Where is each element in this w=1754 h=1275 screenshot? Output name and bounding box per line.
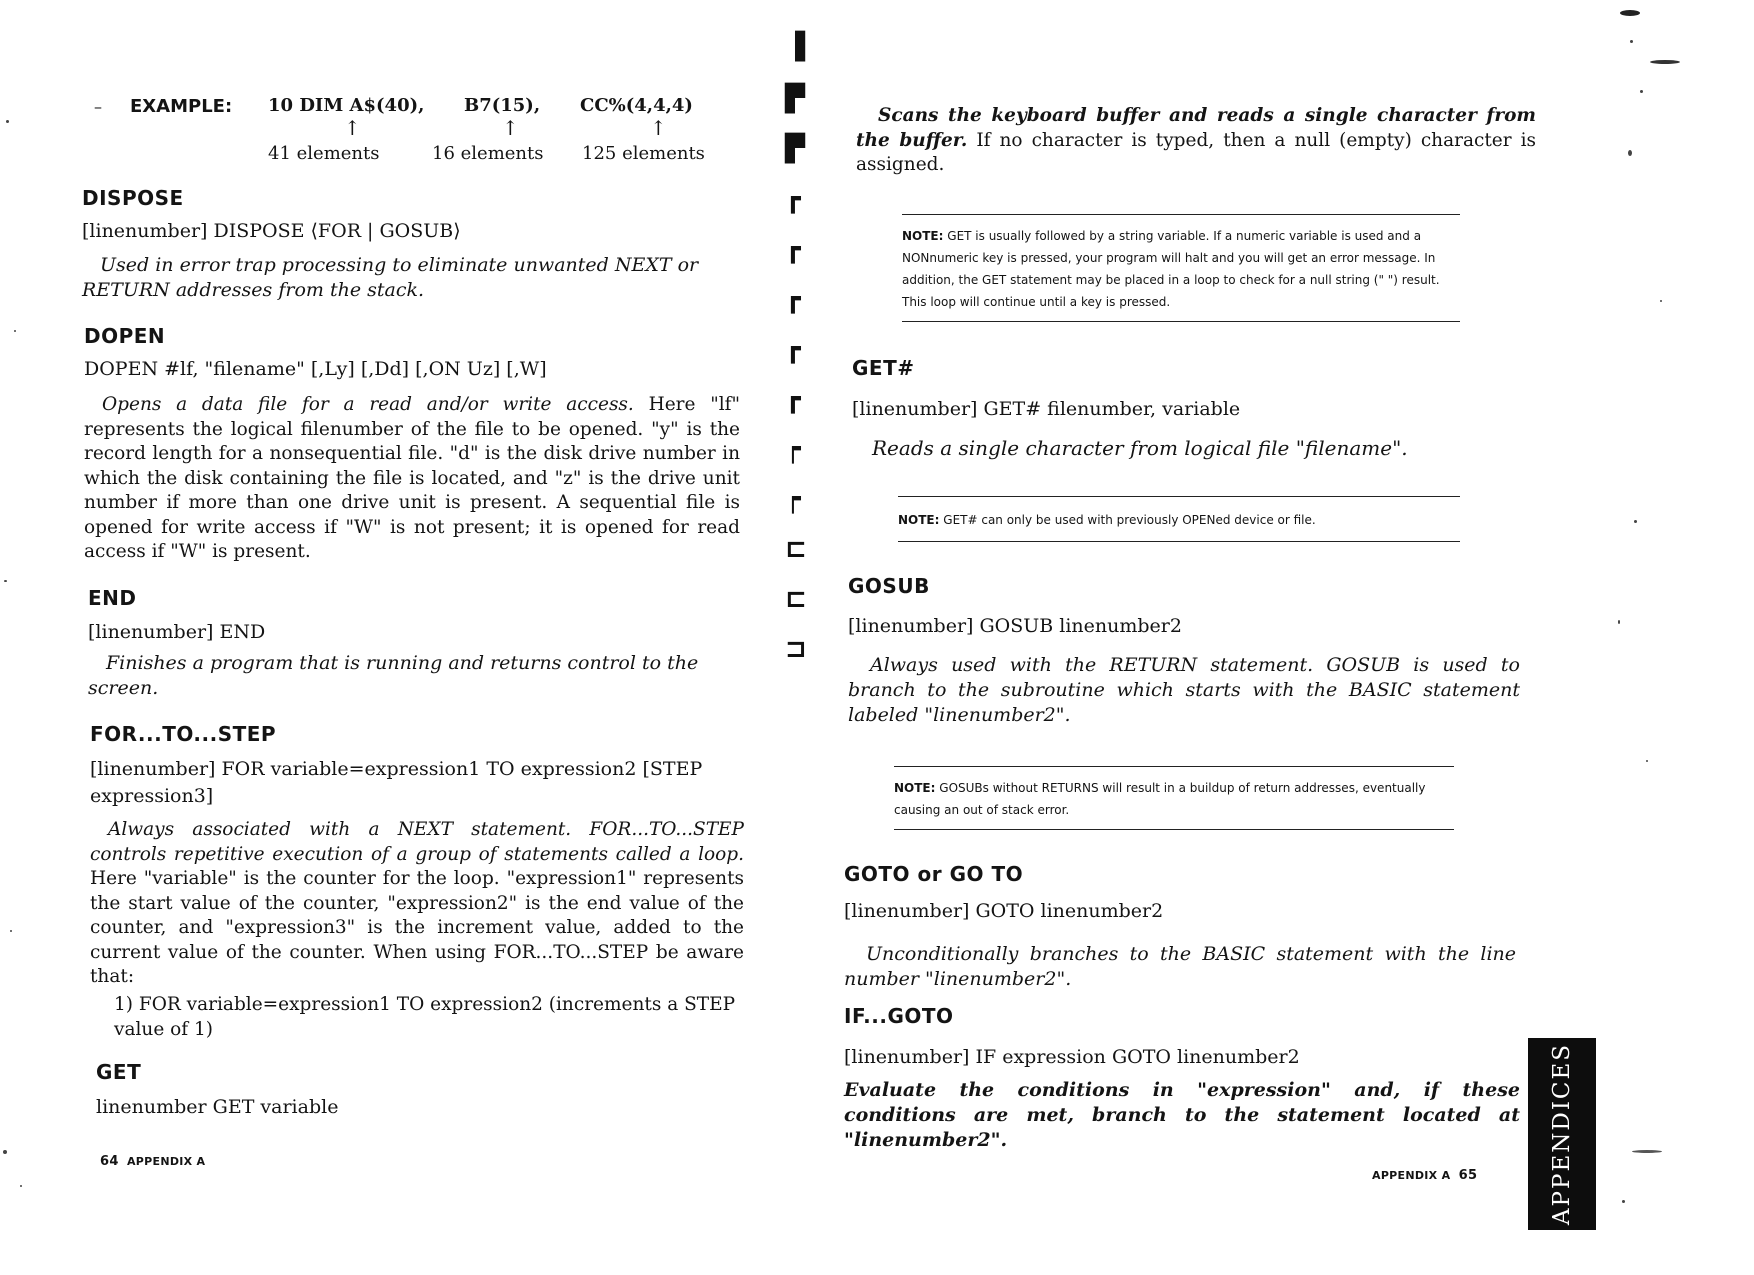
description-get-file: Reads a single character from logical file "filename". xyxy=(872,436,1408,460)
example-code: CC%(4,4,4) xyxy=(580,95,693,116)
page-number: 65 xyxy=(1458,1168,1478,1183)
binding-mark-icon: ┍ xyxy=(785,434,801,464)
binding-mark-icon: ┏ xyxy=(785,234,801,264)
example-count: 16 elements xyxy=(432,143,544,164)
page-folio-right xyxy=(1372,1168,1477,1183)
entry-title-get-file: GET# xyxy=(852,356,915,380)
example-count: 125 elements xyxy=(582,143,705,164)
description-dispose: Used in error trap processing to eliminate unwanted NEXT or RETURN addresses from the stack. xyxy=(82,254,699,301)
description-dopen xyxy=(84,393,740,565)
arrow-up-icon: ↑ xyxy=(650,116,667,140)
example-code: B7(15), xyxy=(464,95,541,116)
description-for-body: Here "variable" is the counter for the loop. "expression1" represents the start value of the counter, "expression2" is the end value of the counter, and "expression3" is the increment value, added to the current value of the counter. When using FOR...TO...STEP be aware that: xyxy=(90,868,744,987)
folio-label: APPENDIX A xyxy=(126,1155,206,1168)
binding-mark-icon: ┏ xyxy=(785,384,801,414)
entry-title-for-to-step: FOR...TO...STEP xyxy=(90,722,277,746)
note-gosub xyxy=(894,766,1454,830)
syntax-for-to-step-line2: expression3] xyxy=(90,785,214,807)
binding-mark-icon: ┏ xyxy=(785,334,801,364)
description-end: Finishes a program that is running and returns control to the screen. xyxy=(88,652,699,699)
syntax-if-goto: [linenumber] IF expression GOTO linenumber2 xyxy=(844,1046,1300,1068)
example-count: 41 elements xyxy=(268,143,380,164)
dash-mark: – xyxy=(94,97,102,116)
entry-title-dopen: DOPEN xyxy=(84,324,166,348)
entry-title-gosub: GOSUB xyxy=(848,574,930,598)
note-text: GET# can only be used with previously OPENed device or file. xyxy=(943,513,1316,527)
page-number: 64 xyxy=(100,1154,119,1169)
note-label: NOTE: xyxy=(894,781,936,795)
syntax-gosub: [linenumber] GOSUB linenumber2 xyxy=(848,615,1182,637)
binding-mark-icon: ┏ xyxy=(785,284,801,314)
folio-label: APPENDIX A xyxy=(1372,1169,1451,1182)
example-code: 10 DIM A$(40), xyxy=(268,95,425,116)
description-for-lead: Always associated with a NEXT statement. FOR...TO...STEP controls repetitive execution of a group of statements called a loop. xyxy=(90,819,744,865)
note-label: NOTE: xyxy=(898,513,940,527)
binding-mark-icon: ▐ xyxy=(785,32,805,62)
description-get-body: If no character is typed, then a null (empty) character is assigned. xyxy=(856,129,1537,175)
syntax-get-file: [linenumber] GET# filenumber, variable xyxy=(852,398,1241,420)
entry-title-if-goto: IF...GOTO xyxy=(844,1004,954,1028)
note-get-file xyxy=(898,496,1460,542)
description-dopen-body: Here "lf" represents the logical filenumber of the file to be opened. "y" is the record length for a nonsequential file. "d" is the disk drive number in which the disk containing the file is located, and "z" is the drive unit number if more than one drive unit is present. A sequential file is opened for write access if "W" is not present; it is opened for read access if "W" is present. xyxy=(84,394,740,562)
description-if-goto: Evaluate the conditions in "expression" and, if these conditions are met, branch to the statement located at "linenumber2". xyxy=(844,1079,1520,1151)
description-for-to-step xyxy=(90,818,744,990)
example-label: EXAMPLE: xyxy=(130,96,233,117)
description-get xyxy=(856,104,1536,178)
entry-title-goto: GOTO or GO TO xyxy=(844,862,1024,886)
description-dopen-lead: Opens a data file for a read and/or write access. xyxy=(102,394,634,415)
for-list-item: 1) FOR variable=expression1 TO expression2 (increments a STEP value of 1) xyxy=(114,994,736,1040)
binding-mark-icon: ▛ xyxy=(785,134,805,164)
syntax-end: [linenumber] END xyxy=(88,621,266,643)
syntax-get: linenumber GET variable xyxy=(96,1096,339,1118)
entry-title-end: END xyxy=(88,586,137,610)
arrow-up-icon: ↑ xyxy=(344,116,361,140)
binding-mark-icon: ┍ xyxy=(785,484,801,514)
syntax-dopen: DOPEN #lf, "filename" [,Ly] [,Dd] [,ON Uz] [,W] xyxy=(84,358,547,380)
side-tab-label: APPENDICES xyxy=(1549,1042,1575,1226)
binding-mark-icon: ┏ xyxy=(785,184,801,214)
note-get xyxy=(902,214,1460,322)
note-text: GET is usually followed by a string variable. If a numeric variable is used and a NONnumeric key is pressed, your program will halt and you will get an error message. In addition, the GET statement may be placed in a loop to check for a null string (" ") result. This loop will continue until a key is pressed. xyxy=(902,229,1440,309)
right-page xyxy=(830,0,1754,1275)
entry-title-get: GET xyxy=(96,1060,142,1084)
entry-title-dispose: DISPOSE xyxy=(82,186,184,210)
appendices-side-tab xyxy=(1528,1038,1596,1230)
note-label: NOTE: xyxy=(902,229,944,243)
description-gosub: Always used with the RETURN statement. GOSUB is used to branch to the subroutine which starts with the BASIC statement labeled "linenumber2". xyxy=(848,654,1520,726)
binding-mark-icon: ▛ xyxy=(785,84,805,114)
syntax-dispose: [linenumber] DISPOSE ⟨FOR | GOSUB⟩ xyxy=(82,220,461,242)
note-text: GOSUBs without RETURNS will result in a buildup of return addresses, eventually causing an out of stack error. xyxy=(894,781,1426,817)
description-goto: Unconditionally branches to the BASIC statement with the line number "linenumber2". xyxy=(844,943,1516,990)
binding-mark-icon: ⊐ xyxy=(785,634,807,664)
binding-mark-icon: ⊏ xyxy=(785,534,807,564)
left-page xyxy=(0,0,790,1275)
arrow-up-icon: ↑ xyxy=(502,116,519,140)
syntax-for-to-step-line1: [linenumber] FOR variable=expression1 TO expression2 [STEP xyxy=(90,758,703,780)
description-get-lead: Scans the keyboard buffer and reads a single character from the buffer. xyxy=(856,105,1536,151)
page-folio-left xyxy=(100,1154,205,1169)
syntax-goto: [linenumber] GOTO linenumber2 xyxy=(844,900,1164,922)
binding-mark-icon: ⊏ xyxy=(785,584,807,614)
